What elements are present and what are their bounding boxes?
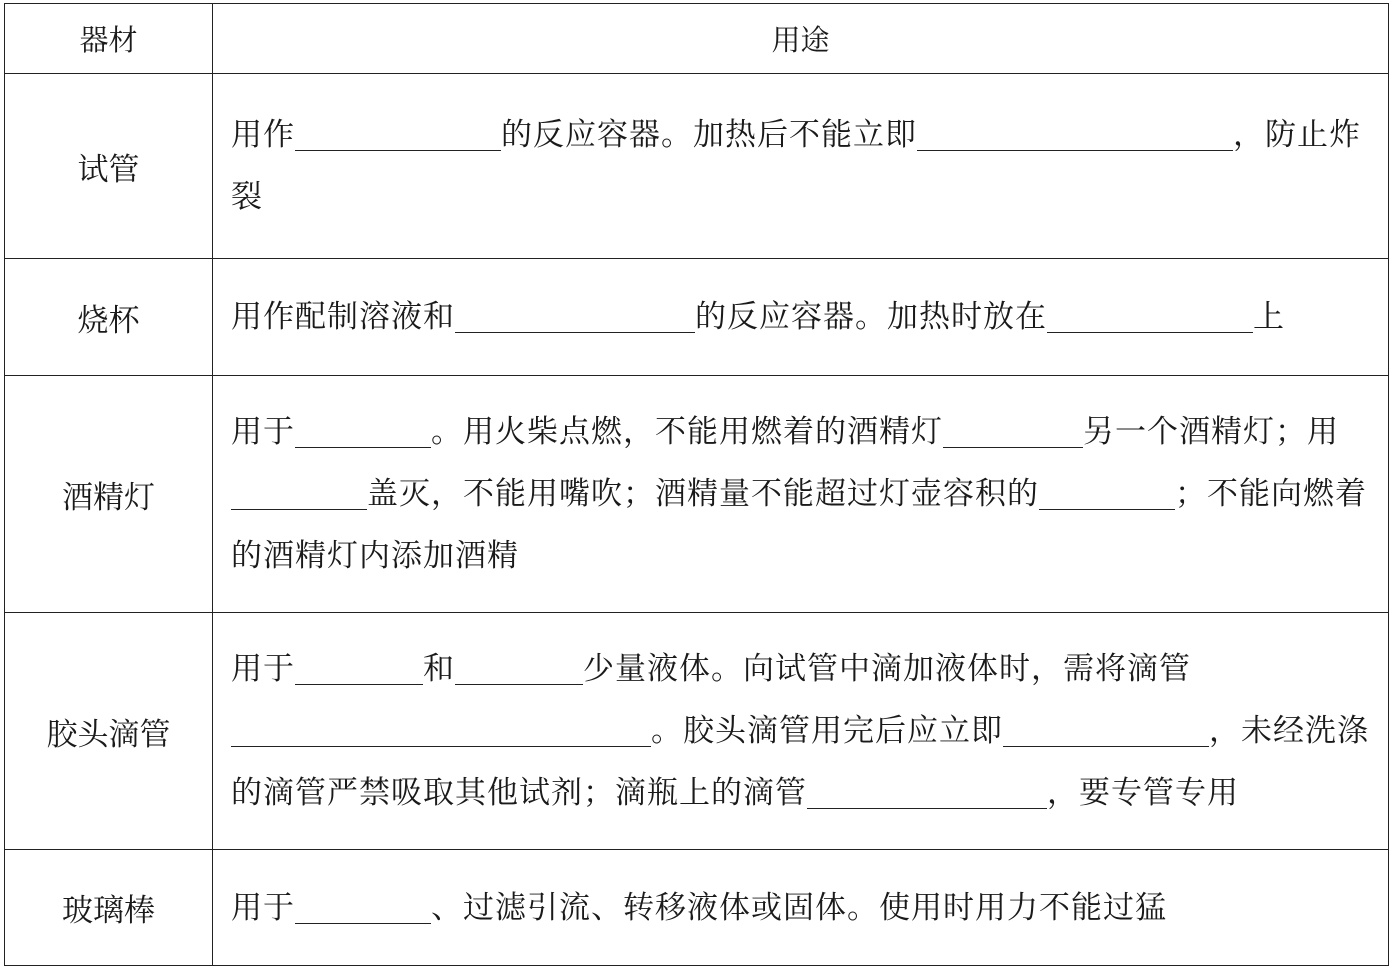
equipment-use [213, 613, 1389, 850]
equipment-name: 玻璃棒 [5, 850, 213, 966]
fill-blank[interactable] [455, 652, 583, 685]
fill-blank[interactable] [1047, 300, 1253, 333]
use-text: 上 [1253, 299, 1285, 335]
fill-blank[interactable] [295, 652, 423, 685]
equipment-name: 烧杯 [5, 259, 213, 376]
equipment-usage-table [4, 3, 1389, 966]
use-text: 用于 [231, 889, 295, 926]
use-text: 用作 [231, 117, 295, 153]
equipment-use [213, 74, 1389, 259]
fill-blank[interactable] [295, 891, 431, 924]
fill-blank[interactable] [807, 776, 1047, 809]
use-text: 少量液体。向试管中滴加液体时，需将滴管 [583, 651, 1191, 687]
fill-blank[interactable] [295, 415, 431, 448]
use-text: ，要专管专用 [1047, 775, 1239, 811]
fill-blank[interactable] [1003, 714, 1209, 747]
header-use: 用途 [213, 4, 1389, 74]
use-text: 。用火柴点燃，不能用燃着的酒精灯 [431, 414, 943, 450]
use-text: ；不能向燃着的酒精灯内添加酒精 [231, 476, 1367, 574]
table-row [5, 850, 1389, 966]
use-text: 和 [423, 651, 455, 687]
fill-blank[interactable] [943, 415, 1083, 448]
table-row [5, 613, 1389, 850]
equipment-name: 试管 [5, 74, 213, 259]
equipment-name: 酒精灯 [5, 376, 213, 613]
use-text: 用于 [231, 414, 295, 450]
use-text: 。胶头滴管用完后应立即 [651, 713, 1003, 749]
use-text: 用作配制溶液和 [231, 299, 455, 335]
fill-blank[interactable] [1039, 477, 1175, 510]
fill-blank[interactable] [231, 714, 651, 747]
use-text: 的反应容器。加热时放在 [695, 299, 1047, 335]
table-row [5, 376, 1389, 613]
use-text: 盖灭，不能用嘴吹；酒精量不能超过灯壶容积的 [367, 476, 1039, 512]
fill-blank[interactable] [295, 118, 501, 151]
use-text: ，未经洗涤的滴管严禁吸取其他试剂；滴瓶上的滴管 [231, 713, 1369, 811]
fill-blank[interactable] [231, 477, 367, 510]
use-text: 用于 [231, 651, 295, 687]
equipment-use [213, 259, 1389, 376]
use-text: 、过滤引流、转移液体或固体。使用时用力不能过猛 [431, 889, 1167, 926]
equipment-use [213, 376, 1389, 613]
table-row [5, 259, 1389, 376]
table-row [5, 74, 1389, 259]
use-text: 另一个酒精灯；用 [1083, 414, 1339, 450]
use-text: 的反应容器。加热后不能立即 [501, 117, 917, 153]
fill-blank[interactable] [455, 300, 695, 333]
fill-blank[interactable] [917, 118, 1233, 151]
equipment-use [213, 850, 1389, 966]
equipment-name: 胶头滴管 [5, 613, 213, 850]
use-text: ，防止炸裂 [231, 117, 1361, 215]
header-equipment: 器材 [5, 4, 213, 74]
table-header-row [5, 4, 1389, 74]
